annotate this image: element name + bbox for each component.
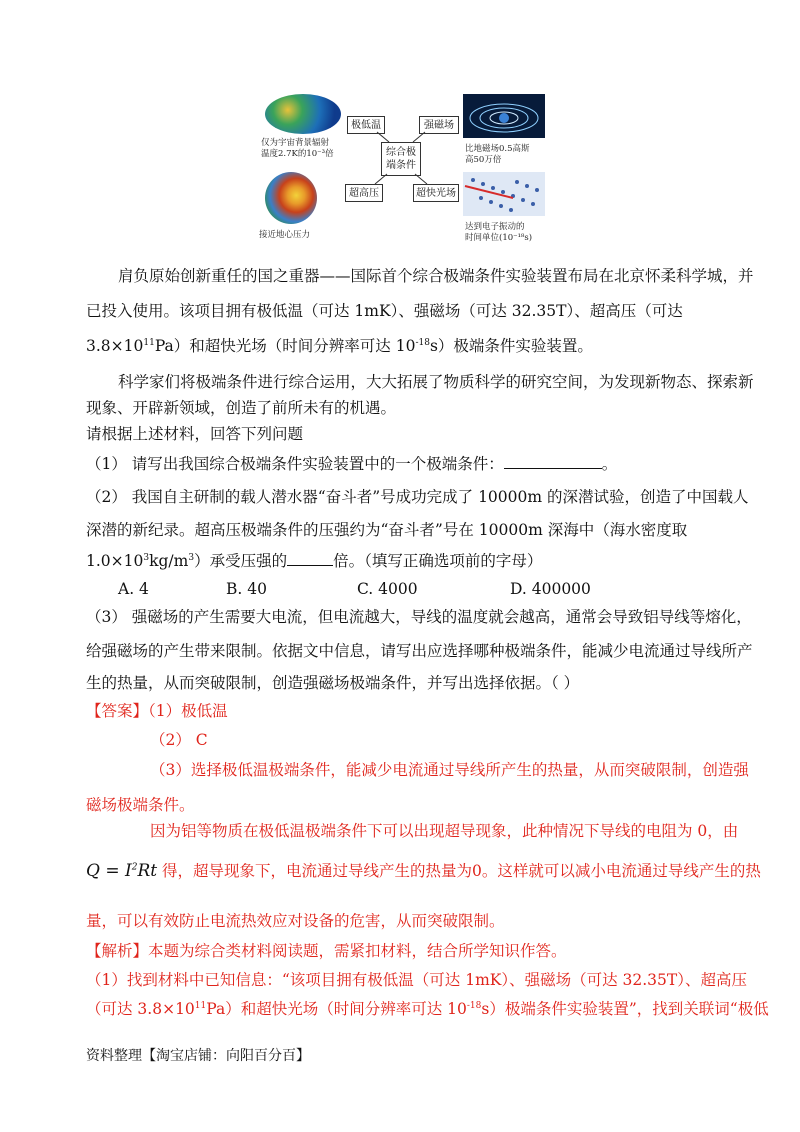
- option-a: A. 4: [118, 580, 149, 598]
- question-2-line3: $1.0\times 10^3kg/m^3$）承受压强的 倍。（填写正确选项前的字母）: [86, 549, 542, 572]
- box-center-l1: 综合极: [386, 147, 416, 158]
- mag-caption-2: 高50万倍: [465, 155, 502, 165]
- footer: 资料整理【淘宝店铺：向阳百分百】: [86, 1048, 310, 1064]
- cmb-caption-2: 温度2.7K的10⁻³倍: [261, 149, 334, 159]
- answer-tag: 【答案】: [86, 702, 149, 720]
- extreme-conditions-figure: [255, 92, 555, 252]
- laser-caption-2: 时间单位(10⁻¹⁸s): [465, 233, 533, 243]
- answer-4-line3: 量，可以有效防止电流热效应对设备的危害，从而突破限制。: [86, 912, 505, 930]
- answer-blank-2[interactable]: [287, 549, 333, 566]
- question-1: （1） 请写出我国综合极端条件实验装置中的一个极端条件： 。: [86, 452, 617, 475]
- answer-4-line1: 因为铝等物质在极低温极端条件下可以出现超导现象，此种情况下导线的电阻为 0，由: [150, 822, 739, 840]
- analysis-line-2: （1）找到材料中已知信息：“该项目拥有极低温（可达 1mK）、强磁场（可达 32.35T）、超高压: [86, 971, 747, 989]
- para2-line2: 现象、开辟新领域，创造了前所未有的机遇。: [86, 399, 397, 417]
- answer-3-line2: 磁场极端条件。: [86, 796, 195, 814]
- answer-4-line2: $Q = I^2Rt$ 得，超导现象下，电流通过导线产生的热量为0。这样就可以减小电流通过导线产生的热: [86, 861, 761, 881]
- option-d: D. 400000: [510, 580, 591, 598]
- question-3-line1: （3） 强磁场的产生需要大电流，但电流越大，导线的温度就会越高，通常会导致铝导线等熔化，: [86, 608, 752, 626]
- box-fast-light: 超快光场: [413, 184, 459, 202]
- box-high-pressure: 超高压: [345, 184, 383, 202]
- magnetic-field-image: [463, 94, 545, 138]
- question-2-line2: 深潜的新纪录。超高压极端条件的压强约为“奋斗者”号在 10000m 深海中（海水密度取: [86, 521, 688, 539]
- para1-line3: $3.8\times 10^{11}Pa$）和超快光场（时间分辨率可达 $10^{-18}s$）极端条件实验装置。: [86, 337, 593, 355]
- earth-caption: 接近地心压力: [259, 230, 311, 240]
- answer-3-line1: （3）选择极低温极端条件，能减少电流通过导线所产生的热量，从而突破限制，创造强: [150, 761, 749, 779]
- option-b: B. 40: [226, 580, 267, 598]
- cmb-caption-1: 仅为宇宙背景辐射: [261, 138, 330, 148]
- prompt: 请根据上述材料，回答下列问题: [86, 425, 304, 443]
- box-low-temp: 极低温: [347, 116, 385, 134]
- answer-2: （2） C: [150, 731, 208, 749]
- box-center-l2: 端条件: [386, 160, 416, 171]
- analysis-tag: 【解析】: [86, 942, 149, 960]
- analysis-line-3: （可达 $3.8\times 10^{11}Pa$）和超快光场（时间分辨率可达 $10^{-18}s$）极端条件实验装置”，找到关联词“极低: [86, 1000, 769, 1018]
- answer-line-1: 【答案】（1）极低温: [86, 702, 228, 720]
- answer-blank-1[interactable]: [504, 452, 602, 469]
- laser-caption-1: 达到电子振动的: [465, 222, 525, 232]
- box-strong-mag: 强磁场: [419, 116, 459, 134]
- para1-line2: 已投入使用。该项目拥有极低温（可达 1mK）、强磁场（可达 32.35T）、超高压（可达: [86, 302, 683, 320]
- mag-caption-1: 比地磁场0.5高斯: [465, 144, 530, 154]
- para2-line1: 科学家们将极端条件进行综合运用，大大拓展了物质科学的研究空间，为发现新物态、探索新: [118, 373, 754, 391]
- option-c: C. 4000: [357, 580, 418, 598]
- analysis-line-1: 【解析】本题为综合类材料阅读题，需紧扣材料，结合所学知识作答。: [86, 942, 567, 960]
- question-2-line1: （2） 我国自主研制的载人潜水器“奋斗者”号成功完成了 10000m 的深潜试验，创造了中国载人: [86, 488, 749, 506]
- question-3-line2: 给强磁场的产生带来限制。依据文中信息，请写出应选择哪种极端条件，能减少电流通过导线所产: [86, 642, 753, 660]
- question-3-line3: 生的热量，从而突破限制，创造强磁场极端条件，并写出选择依据。（ ）: [86, 674, 580, 692]
- laser-lattice-image: [463, 172, 545, 216]
- joule-formula: $Q = I^2Rt$: [86, 861, 158, 881]
- para1-line1: 肩负原始创新重任的国之重器——国际首个综合极端条件实验装置布局在北京怀柔科学城，并: [118, 267, 754, 285]
